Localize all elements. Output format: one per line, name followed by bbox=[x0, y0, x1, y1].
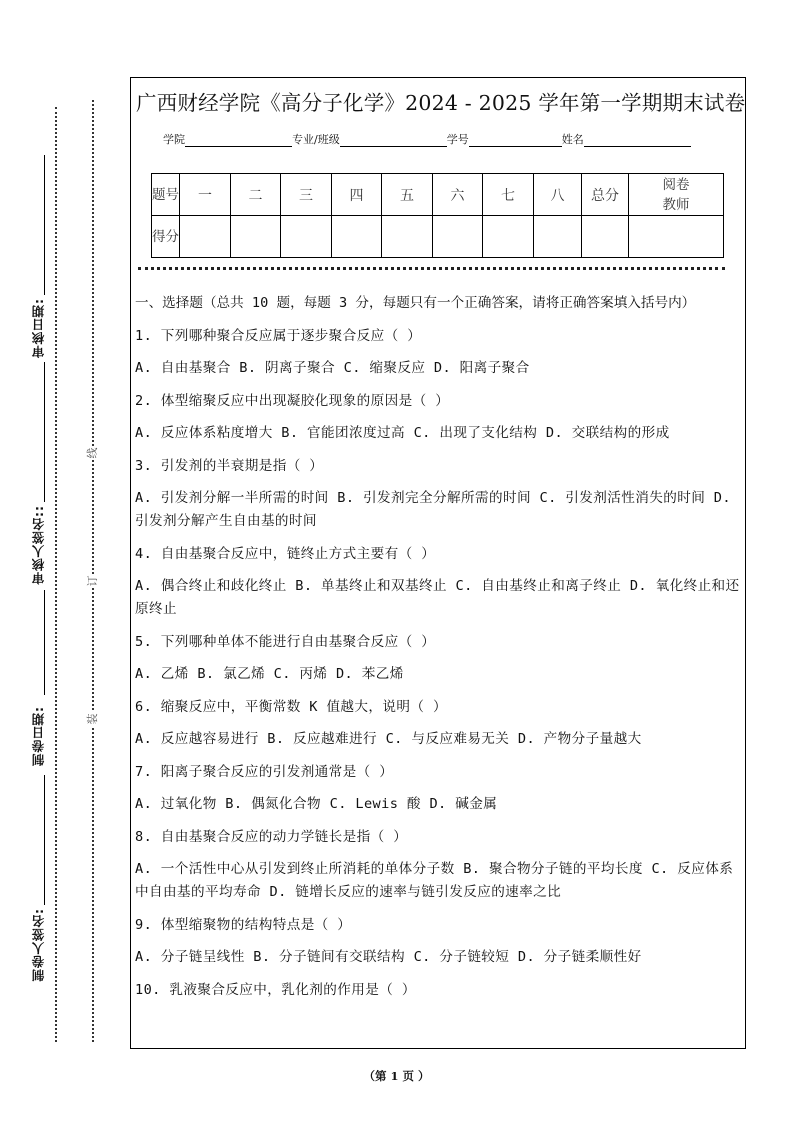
col-header-5: 五 bbox=[382, 174, 433, 216]
question-stem-7: 7. 阳离子聚合反应的引发剂通常是（ ） bbox=[135, 763, 394, 780]
prepare-date-line bbox=[44, 590, 45, 695]
score-cell-3[interactable] bbox=[281, 216, 332, 258]
col-header-3: 三 bbox=[281, 174, 332, 216]
review-date-line bbox=[44, 155, 45, 295]
question-options-1: A. 自由基聚合 B. 阴离子聚合 C. 缩聚反应 D. 阳离子聚合 bbox=[135, 360, 530, 376]
score-cell-4[interactable] bbox=[332, 216, 382, 258]
question-options-2: A. 反应体系粘度增大 B. 官能团浓度过高 C. 出现了支化结构 D. 交联结构的形成 bbox=[135, 425, 670, 441]
col-header-7: 七 bbox=[483, 174, 534, 216]
question-options-4: A. 偶合终止和歧化终止 B. 单基终止和双基终止 C. 自由基终止和离子终止 D. 氧化终止和还原终止 bbox=[135, 578, 740, 617]
score-cell-7[interactable] bbox=[483, 216, 534, 258]
student-id-field[interactable] bbox=[469, 133, 562, 147]
section-multiple-choice bbox=[135, 292, 743, 1011]
question-stem-4: 4. 自由基聚合反应中，链终止方式主要有（ ） bbox=[135, 545, 436, 562]
score-table-score-row bbox=[152, 216, 724, 258]
college-field[interactable] bbox=[185, 133, 292, 147]
reviewer-sign-label: 审核人签名:: bbox=[28, 505, 50, 585]
page-number: （第 1 页 ） bbox=[363, 1069, 430, 1083]
grader-header-text: 阅卷教师 bbox=[662, 176, 690, 213]
question-number-header: 题号 bbox=[152, 174, 180, 216]
score-cell-6[interactable] bbox=[433, 216, 483, 258]
score-table bbox=[151, 173, 724, 258]
question-options-9: A. 分子链呈线性 B. 分子链间有交联结构 C. 分子链较短 D. 分子链柔顺性好 bbox=[135, 949, 642, 965]
score-cell-1[interactable] bbox=[180, 216, 231, 258]
binding-dotted-line-outer bbox=[92, 100, 94, 1042]
score-cell-8[interactable] bbox=[534, 216, 582, 258]
col-header-1: 一 bbox=[180, 174, 231, 216]
name-label: 姓名 bbox=[561, 133, 584, 146]
preparer-sign-line bbox=[44, 775, 45, 905]
score-cell-grader[interactable] bbox=[629, 216, 724, 258]
preparer-sign-label: 制卷人签名: bbox=[28, 908, 50, 982]
review-date-label: 审核日期: bbox=[28, 298, 50, 358]
question-stem-6: 6. 缩聚反应中，平衡常数 K 值越大，说明（ ） bbox=[135, 698, 447, 715]
col-header-grader bbox=[629, 174, 724, 216]
section-divider-dots bbox=[138, 267, 725, 270]
question-stem-10: 10. 乳液聚合反应中，乳化剂的作用是（ ） bbox=[135, 981, 416, 998]
col-header-8: 八 bbox=[534, 174, 582, 216]
binding-dotted-line-inner bbox=[55, 107, 57, 1042]
binding-char-xian: 线 bbox=[86, 447, 99, 459]
major-class-field[interactable] bbox=[340, 133, 447, 147]
score-cell-total[interactable] bbox=[582, 216, 629, 258]
question-options-8: A. 一个活性中心从引发到终止所消耗的单体分子数 B. 聚合物分子链的平均长度 C. 反应体系中自由基的平均寿命 D. 链增长反应的速率与链引发反应的速率之比 bbox=[135, 861, 734, 900]
col-header-total: 总分 bbox=[582, 174, 629, 216]
binding-char-zhuang: 装 bbox=[86, 713, 99, 725]
score-row-header: 得分 bbox=[152, 216, 180, 258]
student-info-row bbox=[163, 131, 691, 147]
section-heading: 一、选择题（总共 10 题，每题 3 分，每题只有一个正确答案，请将正确答案填入括号内） bbox=[135, 295, 696, 311]
col-header-2: 二 bbox=[231, 174, 281, 216]
major-class-label: 专业/班级 bbox=[292, 133, 340, 146]
college-label: 学院 bbox=[163, 133, 185, 146]
reviewer-sign-line bbox=[44, 362, 45, 502]
score-table-header-row bbox=[152, 174, 724, 216]
score-cell-5[interactable] bbox=[382, 216, 433, 258]
question-stem-2: 2. 体型缩聚反应中出现凝胶化现象的原因是（ ） bbox=[135, 392, 450, 409]
question-stem-1: 1. 下列哪种聚合反应属于逐步聚合反应（ ） bbox=[135, 327, 422, 344]
exam-title: 广西财经学院《高分子化学》2024 - 2025 学年第一学期期末试卷 bbox=[136, 91, 746, 115]
question-stem-5: 5. 下列哪种单体不能进行自由基聚合反应（ ） bbox=[135, 633, 436, 650]
col-header-4: 四 bbox=[332, 174, 382, 216]
student-id-label: 学号 bbox=[446, 133, 469, 146]
question-options-3: A. 引发剂分解一半所需的时间 B. 引发剂完全分解所需的时间 C. 引发剂活性消失的时间 D. 引发剂分解产生自由基的时间 bbox=[135, 490, 731, 529]
binding-char-ding: 订 bbox=[86, 575, 99, 587]
prepare-date-label: 制卷日期: bbox=[28, 706, 50, 766]
col-header-6: 六 bbox=[433, 174, 483, 216]
score-cell-2[interactable] bbox=[231, 216, 281, 258]
question-stem-3: 3. 引发剂的半衰期是指（ ） bbox=[135, 457, 324, 474]
question-stem-8: 8. 自由基聚合反应的动力学链长是指（ ） bbox=[135, 828, 408, 845]
question-options-7: A. 过氧化物 B. 偶氮化合物 C. Lewis 酸 D. 碱金属 bbox=[135, 796, 498, 812]
question-stem-9: 9. 体型缩聚物的结构特点是（ ） bbox=[135, 916, 352, 933]
question-options-6: A. 反应越容易进行 B. 反应越难进行 C. 与反应难易无关 D. 产物分子量越大 bbox=[135, 731, 642, 747]
question-options-5: A. 乙烯 B. 氯乙烯 C. 丙烯 D. 苯乙烯 bbox=[135, 666, 404, 682]
name-field[interactable] bbox=[584, 133, 691, 147]
